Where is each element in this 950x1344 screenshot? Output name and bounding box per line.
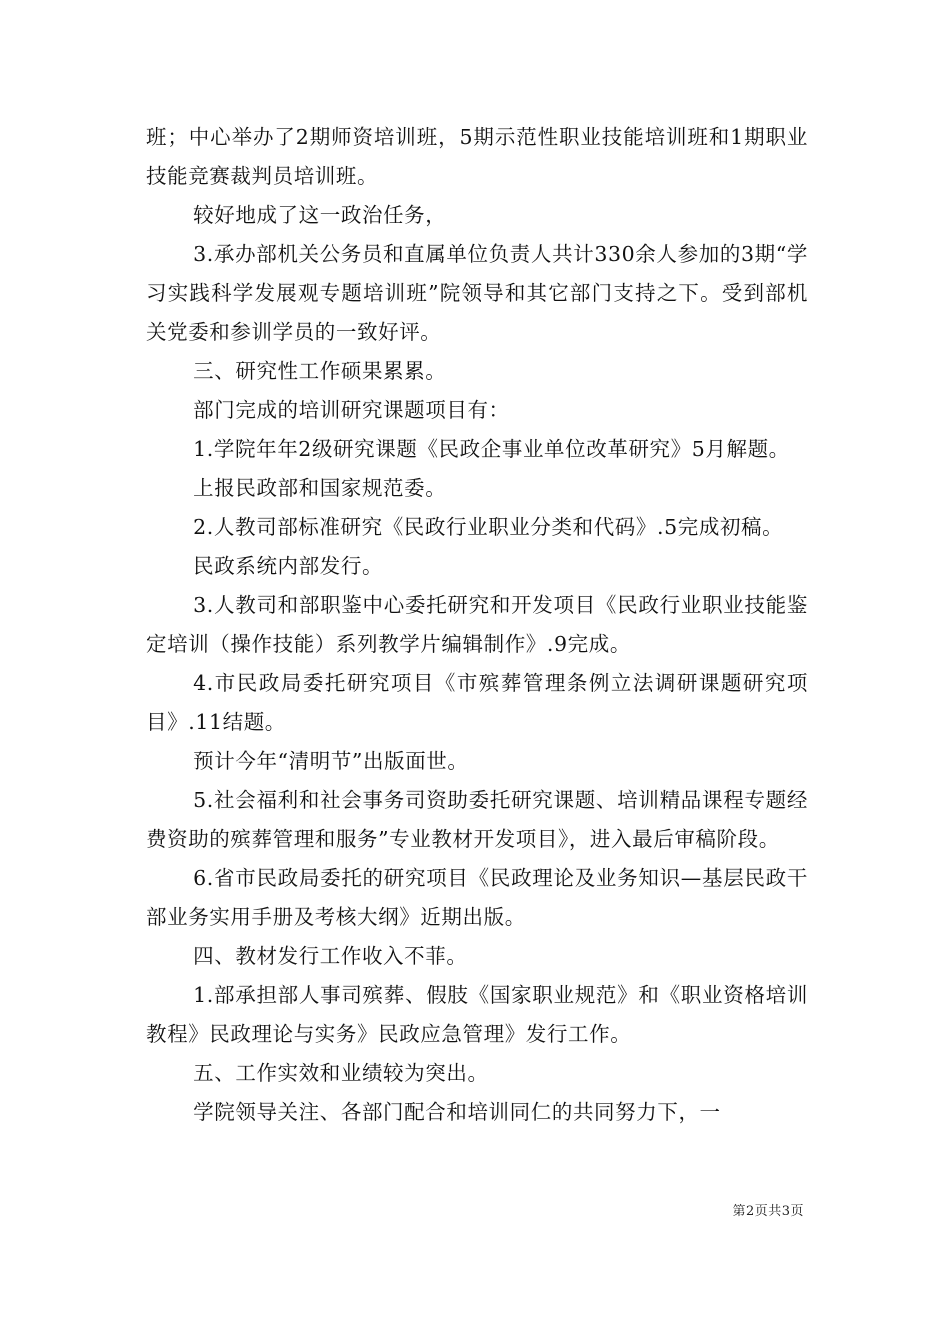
paragraph-6: 1.学院年年2级研究课题《民政企事业单位改革研究》5月解题。: [193, 437, 790, 461]
paragraph-18: 学院领导关注、各部门配合和培训同仁的共同努力下，一: [193, 1100, 721, 1124]
paragraph-10: 3.人教司和部职鉴中心委托研究和开发项目《民政行业职业技能鉴定培训（操作技能）系列教学片编辑制作》.9完成。: [146, 593, 808, 656]
section-heading-5: 五、工作实效和业绩较为突出。: [193, 1061, 489, 1085]
paragraph-5: 部门完成的培训研究课题项目有：: [193, 398, 510, 422]
body-text: [146, 118, 808, 1132]
page-number-footer: 第2页共3页: [732, 1204, 804, 1219]
paragraph-16: 1.部承担部人事司殡葬、假肢《国家职业规范》和《职业资格培训教程》民政理论与实务》民政应急管理》发行工作。: [146, 983, 808, 1046]
paragraph-7: 上报民政部和国家规范委。: [193, 476, 447, 500]
paragraph-3: 3.承办部机关公务员和直属单位负责人共计330余人参加的3期“学习实践科学发展观专题培训班”院领导和其它部门支持之下。受到部机关党委和参训学员的一致好评。: [146, 242, 808, 344]
paragraph-2: 较好地成了这一政治任务，: [193, 203, 447, 227]
paragraph-12: 预计今年“清明节”出版面世。: [193, 749, 469, 773]
paragraph-8: 2.人教司部标准研究《民政行业职业分类和代码》.5完成初稿。: [193, 515, 784, 539]
paragraph-1: 班；中心举办了2期师资培训班，5期示范性职业技能培训班和1期职业技能竞赛裁判员培训班。: [146, 125, 808, 188]
paragraph-11: 4.市民政局委托研究项目《市殡葬管理条例立法调研课题研究项目》.11结题。: [146, 671, 808, 734]
paragraph-13: 5.社会福利和社会事务司资助委托研究课题、培训精品课程专题经费资助的殡葬管理和服务”专业教材开发项目》，进入最后审稿阶段。: [146, 788, 808, 851]
section-heading-4: 四、教材发行工作收入不菲。: [193, 944, 468, 968]
paragraph-9: 民政系统内部发行。: [193, 554, 384, 578]
section-heading-3: 三、研究性工作硕果累累。: [193, 359, 447, 383]
paragraph-14: 6.省市民政局委托的研究项目《民政理论及业务知识—基层民政干部业务实用手册及考核大纲》近期出版。: [146, 866, 808, 929]
